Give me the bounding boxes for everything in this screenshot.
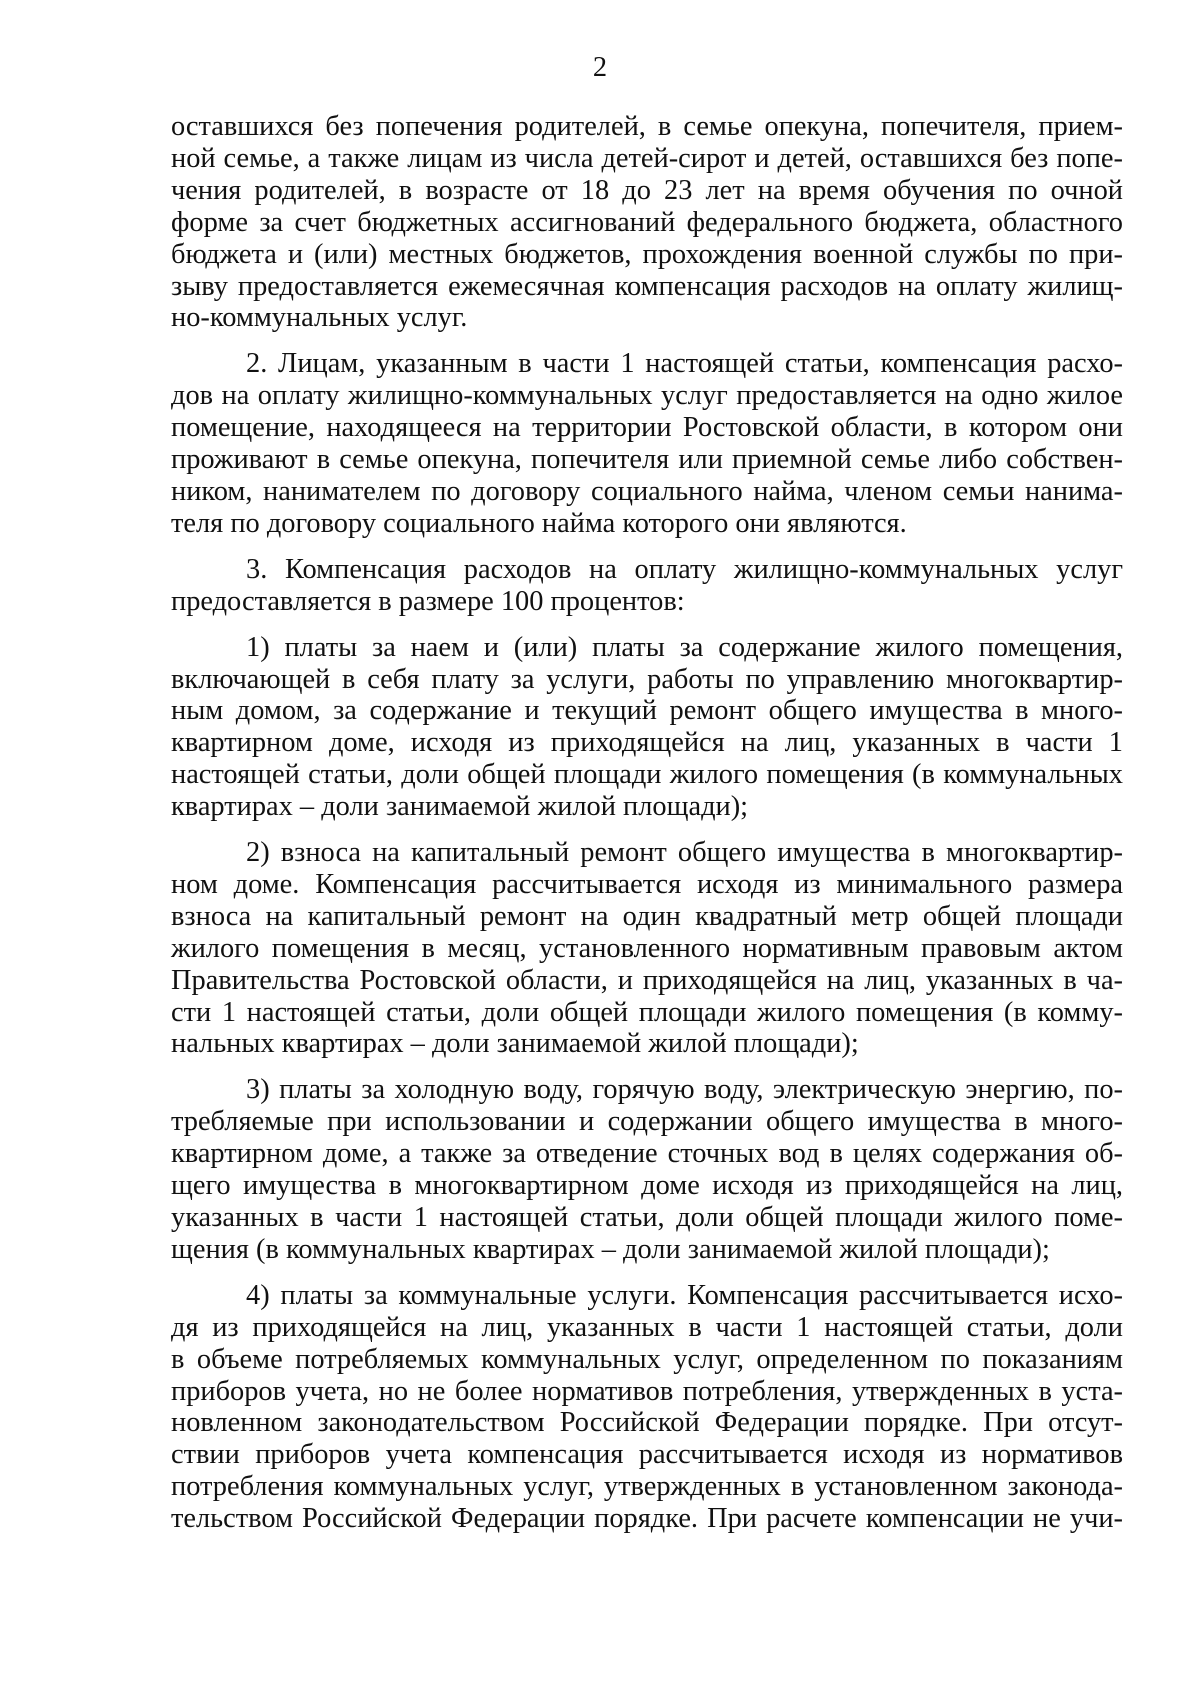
text-line: ствии приборов учета компенсация рассчитывается исходя из нормативов	[171, 1439, 1123, 1471]
text-line: требляемые при использовании и содержании общего имущества в много-	[171, 1106, 1123, 1138]
text-line: дов на оплату жилищно-коммунальных услуг предоставляется на одно жилое	[171, 380, 1123, 412]
paragraph-part-2	[171, 348, 1123, 539]
text-line: бюджета и (или) местных бюджетов, прохождения военной службы по при-	[171, 238, 1123, 270]
page-number: 2	[592, 52, 608, 83]
text-line: зыву предоставляется ежемесячная компенсация расходов на оплату жилищ-	[171, 270, 1123, 302]
text-line: Правительства Ростовской области, и приходящейся на лиц, указанных в ча-	[171, 964, 1123, 996]
paragraph-item-4	[171, 1280, 1123, 1535]
text-line: взноса на капитальный ремонт на один квадратный метр общей площади	[171, 900, 1123, 932]
text-line: помещение, находящееся на территории Ростовской области, в котором они	[171, 412, 1123, 444]
text-line: проживают в семье опекуна, попечителя или приемной семье либо собствен-	[171, 444, 1123, 476]
text-line: чения родителей, в возрасте от 18 до 23 лет на время обучения по очной	[171, 174, 1123, 206]
text-line: предоставляется в размере 100 процентов:	[171, 585, 685, 617]
text-line: ным домом, за содержание и текущий ремонт общего имущества в много-	[171, 695, 1123, 727]
paragraph-continuation	[171, 111, 1123, 334]
text-line: теля по договору социального найма которого они являются.	[171, 507, 907, 539]
text-line: 1) платы за наем и (или) платы за содержание жилого помещения,	[246, 631, 1123, 663]
text-line: в объеме потребляемых коммунальных услуг, определенном по показаниям	[171, 1343, 1123, 1375]
text-line: ном доме. Компенсация рассчитывается исходя из минимального размера	[171, 868, 1123, 900]
text-line: щения (в коммунальных квартирах – доли занимаемой жилой площади);	[171, 1233, 1050, 1265]
text-line: 3. Компенсация расходов на оплату жилищно-коммунальных услуг	[246, 553, 1123, 585]
text-line: ником, нанимателем по договору социального найма, членом семьи нанима-	[171, 475, 1123, 507]
text-line: указанных в части 1 настоящей статьи, доли общей площади жилого поме-	[171, 1202, 1123, 1233]
text-line: квартирном доме, исходя из приходящейся на лиц, указанных в части 1	[171, 727, 1123, 759]
text-line: потребления коммунальных услуг, утвержденных в установленном законода-	[171, 1471, 1123, 1503]
text-line: дя из приходящейся на лиц, указанных в части 1 настоящей статьи, доли	[171, 1311, 1123, 1343]
text-line: включающей в себя плату за услуги, работы по управлению многоквартир-	[171, 663, 1123, 695]
text-line: оставшихся без попечения родителей, в семье опекуна, попечителя, прием-	[171, 111, 1123, 142]
text-line: 2) взноса на капитальный ремонт общего имущества в многоквартир-	[246, 837, 1123, 869]
text-line: квартирном доме, а также за отведение сточных вод в целях содержания об-	[171, 1138, 1123, 1170]
text-line: но-коммунальных услуг.	[171, 302, 468, 334]
text-line: жилого помещения в месяц, установленного нормативным правовым актом	[171, 932, 1123, 964]
text-line: новленном законодательством Российской Федерации порядке. При отсут-	[171, 1407, 1123, 1439]
text-line: тельством Российской Федерации порядке. При расчете компенсации не учи-	[171, 1503, 1123, 1535]
text-line: сти 1 настоящей статьи, доли общей площади жилого помещения (в комму-	[171, 996, 1123, 1028]
text-line: щего имущества в многоквартирном доме исходя из приходящейся на лиц,	[171, 1170, 1123, 1202]
text-line: настоящей статьи, доли общей площади жилого помещения (в коммунальных	[171, 759, 1123, 791]
text-line: ной семье, а также лицам из числа детей-сирот и детей, оставшихся без попе-	[171, 142, 1123, 174]
text-line: 2. Лицам, указанным в части 1 настоящей статьи, компенсация расхо-	[246, 348, 1123, 380]
text-line: квартирах – доли занимаемой жилой площади);	[171, 791, 749, 823]
paragraph-item-1	[171, 632, 1123, 823]
text-line: форме за счет бюджетных ассигнований федерального бюджета, областного	[171, 206, 1123, 238]
text-line: нальных квартирах – доли занимаемой жилой площади);	[171, 1028, 859, 1060]
text-line: приборов учета, но не более нормативов потребления, утвержденных в уста-	[171, 1375, 1123, 1407]
paragraph-item-2	[171, 837, 1123, 1060]
document-body	[171, 111, 1123, 1535]
paragraph-part-3	[171, 554, 1123, 618]
paragraph-item-3	[171, 1074, 1123, 1265]
text-line: 3) платы за холодную воду, горячую воду, электрическую энергию, по-	[246, 1074, 1123, 1106]
text-line: 4) платы за коммунальные услуги. Компенсация рассчитывается исхо-	[246, 1279, 1123, 1311]
